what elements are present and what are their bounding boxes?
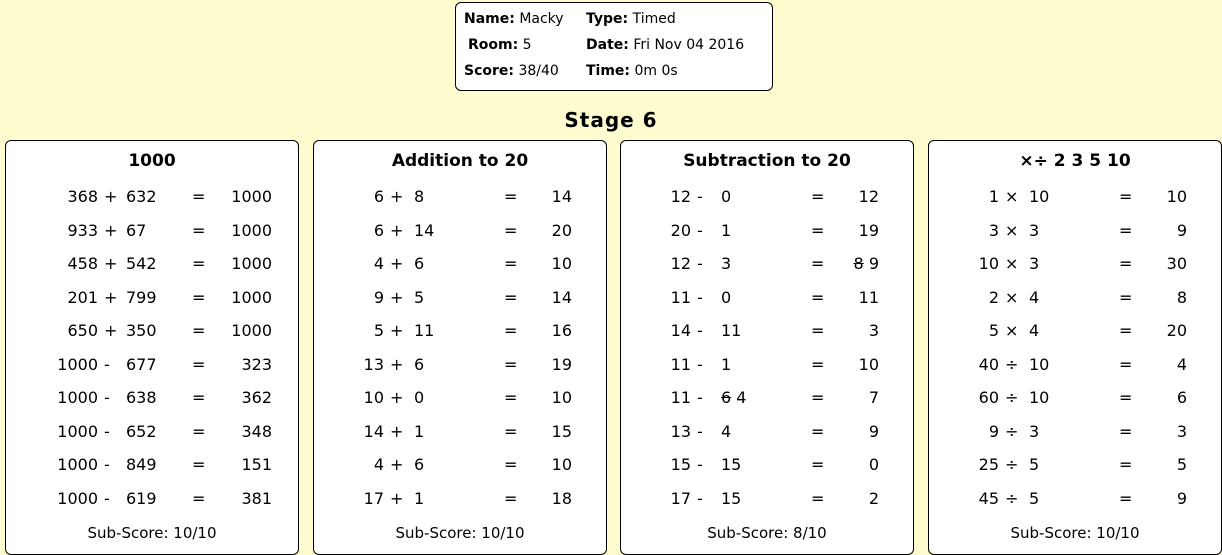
equals-sign: = (1119, 187, 1133, 206)
equals-sign: = (504, 455, 518, 474)
equation-row (929, 422, 1221, 450)
operand-a: 13 (363, 354, 384, 374)
equation-row (6, 187, 298, 215)
panel-title: ×÷ 2 3 5 10 (1019, 151, 1131, 171)
operand-b: 5 (1029, 488, 1040, 508)
equals-sign: = (192, 421, 206, 441)
operator: ÷ (1005, 354, 1019, 374)
equation-row (6, 388, 298, 416)
equation-row (621, 422, 913, 450)
operand-a: 5 (988, 321, 999, 340)
equation-row (929, 254, 1221, 282)
operator: + (390, 321, 404, 340)
operand-b: 849 (126, 455, 157, 474)
time-value: 0m 0s (634, 63, 678, 79)
operator: + (104, 321, 118, 340)
equals-sign: = (1119, 287, 1133, 307)
operand-a: 60 (978, 388, 999, 407)
equation-row (929, 321, 1221, 349)
score-value: 38/40 (518, 63, 559, 79)
time-field (586, 63, 678, 79)
operand-a: 368 (67, 187, 98, 206)
operand-a: 1000 (57, 421, 98, 441)
equals-sign: = (1119, 220, 1133, 240)
equation-row (314, 455, 606, 483)
equals-sign: = (1119, 354, 1133, 374)
operand-a: 4 (373, 455, 384, 474)
answer: 348 (241, 421, 272, 441)
struck-answer: 8 (853, 254, 864, 273)
operand-a: 20 (670, 220, 691, 240)
operator: + (390, 388, 404, 407)
answer: 10 (1166, 187, 1187, 206)
date-label: Date: (586, 37, 629, 53)
equation-row (621, 455, 913, 483)
operand-b: 4 (721, 421, 732, 441)
operator: - (697, 187, 703, 206)
equals-sign: = (192, 287, 206, 307)
equals-sign: = (811, 187, 825, 206)
equation-row (6, 355, 298, 383)
operator: - (104, 354, 110, 374)
operand-a: 14 (363, 421, 384, 441)
operand-b: 799 (126, 287, 157, 307)
answer: 1000 (231, 254, 272, 273)
operand-a: 17 (363, 488, 384, 508)
date-field (586, 37, 744, 53)
operator: - (697, 488, 703, 508)
equals-sign: = (811, 488, 825, 508)
operator: × (1005, 254, 1019, 273)
answer: 15 (551, 421, 572, 441)
equation-row (929, 489, 1221, 517)
operand-b: 0 (721, 187, 732, 206)
equals-sign: = (1119, 455, 1133, 474)
type-value: Timed (632, 11, 676, 27)
operand-a: 1 (988, 187, 999, 206)
answer: 1000 (231, 321, 272, 340)
equals-sign: = (1119, 388, 1133, 407)
operand-a: 5 (373, 321, 384, 340)
equals-sign: = (504, 488, 518, 508)
operator: ÷ (1005, 388, 1019, 407)
answer: 6 (1176, 388, 1187, 407)
room-field (468, 37, 532, 53)
answer: 0 (868, 455, 879, 474)
operator: × (1005, 220, 1019, 240)
operand-b: 542 (126, 254, 157, 273)
operand-a: 12 (670, 187, 691, 206)
operand-b: 10 (1029, 187, 1050, 206)
name-value: Macky (519, 11, 564, 27)
type-label: Type: (586, 11, 629, 27)
operator: + (104, 220, 118, 240)
operator: - (697, 220, 703, 240)
answer: 16 (551, 321, 572, 340)
equals-sign: = (504, 421, 518, 441)
operand-a: 11 (670, 287, 691, 307)
answer: 14 (551, 187, 572, 206)
equation-row (314, 221, 606, 249)
equation-row (621, 489, 913, 517)
struck-operand-b: 6 (721, 388, 732, 407)
answer: 8 (1176, 287, 1187, 307)
panel-3 (620, 140, 914, 555)
answer: 362 (241, 388, 272, 407)
operator: × (1005, 321, 1019, 340)
operator: - (104, 488, 110, 508)
operand-b: 6 (414, 455, 425, 474)
answer: 9 (868, 421, 879, 441)
sub-score: Sub-Score: 8/10 (707, 524, 827, 542)
operand-a: 650 (67, 321, 98, 340)
equation-row (621, 355, 913, 383)
operator: × (1005, 287, 1019, 307)
operator: × (1005, 187, 1019, 206)
equation-row (6, 321, 298, 349)
operand-a: 40 (978, 354, 999, 374)
operator: - (697, 421, 703, 441)
equals-sign: = (504, 187, 518, 206)
operand-a: 25 (978, 455, 999, 474)
answer: 10 (551, 254, 572, 273)
operand-a: 4 (373, 254, 384, 273)
equals-sign: = (504, 254, 518, 273)
equation-row (6, 455, 298, 483)
operand-b: 15 (721, 455, 742, 474)
equation-row (314, 489, 606, 517)
equals-sign: = (811, 388, 825, 407)
operand-b: 677 (126, 354, 157, 374)
equation-row (621, 388, 913, 416)
operand-a: 17 (670, 488, 691, 508)
equals-sign: = (192, 354, 206, 374)
operator: - (697, 287, 703, 307)
answer: 10 (551, 455, 572, 474)
answer: 151 (241, 455, 272, 474)
operand-b: 3 (1029, 220, 1040, 240)
equation-row (929, 455, 1221, 483)
equals-sign: = (1119, 321, 1133, 340)
room-label: Room: (468, 37, 519, 53)
operator: - (697, 455, 703, 474)
equation-row (314, 388, 606, 416)
equals-sign: = (504, 321, 518, 340)
equation-row (6, 221, 298, 249)
answer: 1000 (231, 287, 272, 307)
equation-row (621, 321, 913, 349)
equals-sign: = (811, 287, 825, 307)
operand-b: 652 (126, 421, 157, 441)
operand-b: 11 (414, 321, 435, 340)
operand-a: 13 (670, 421, 691, 441)
operand-b: 4 (1029, 321, 1040, 340)
equation-row (621, 221, 913, 249)
stage-title: Stage 6 (564, 108, 658, 132)
operand-b: 1 (721, 354, 732, 374)
equals-sign: = (811, 455, 825, 474)
operand-a: 933 (67, 220, 98, 240)
equation-row (314, 187, 606, 215)
info-box (455, 2, 773, 91)
answer: 30 (1166, 254, 1187, 273)
equation-row (314, 355, 606, 383)
panel-1 (5, 140, 299, 555)
answer: 3 (868, 321, 879, 340)
answer: 4 (1176, 354, 1187, 374)
operand-a: 15 (670, 455, 691, 474)
operand-b: 5 (1029, 455, 1040, 474)
operand-a: 1000 (57, 488, 98, 508)
equals-sign: = (192, 321, 206, 340)
answer: 11 (858, 287, 879, 307)
panel-4 (928, 140, 1222, 555)
name-label: Name: (464, 11, 515, 27)
date-value: Fri Nov 04 2016 (633, 37, 745, 53)
answer: 19 (858, 220, 879, 240)
equals-sign: = (1119, 488, 1133, 508)
operator: + (390, 187, 404, 206)
answer: 381 (241, 488, 272, 508)
equation-row (314, 422, 606, 450)
info-row-name (456, 11, 772, 31)
operand-a: 201 (67, 287, 98, 307)
operand-a: 3 (988, 220, 999, 240)
answer: 18 (551, 488, 572, 508)
operator: - (104, 455, 110, 474)
name-field (464, 11, 564, 27)
operand-a: 14 (670, 321, 691, 340)
sub-score: Sub-Score: 10/10 (1010, 524, 1140, 542)
equation-row (314, 288, 606, 316)
operand-b: 5 (414, 287, 425, 307)
equation-row (621, 288, 913, 316)
operand-a: 1000 (57, 354, 98, 374)
operand-b: 4 (1029, 287, 1040, 307)
operator: - (104, 388, 110, 407)
equation-row (929, 221, 1221, 249)
operand-a: 12 (670, 254, 691, 273)
operand-b: 1 (414, 488, 425, 508)
corrected-operand-b: 4 (736, 388, 747, 407)
operator: + (390, 421, 404, 441)
operand-a: 45 (978, 488, 999, 508)
answer: 9 (1176, 488, 1187, 508)
operator: - (697, 354, 703, 374)
equation-row (6, 254, 298, 282)
answer: 7 (868, 388, 879, 407)
operator: ÷ (1005, 488, 1019, 508)
operand-b (721, 388, 746, 407)
operand-a: 11 (670, 354, 691, 374)
answer: 1000 (231, 220, 272, 240)
equals-sign: = (504, 287, 518, 307)
operand-a: 9 (373, 287, 384, 307)
operator: - (697, 321, 703, 340)
operator: - (697, 254, 703, 273)
answer: 323 (241, 354, 272, 374)
equation-row (929, 355, 1221, 383)
answer: 10 (858, 354, 879, 374)
operand-a: 11 (670, 388, 691, 407)
answer: 20 (1166, 321, 1187, 340)
operand-a: 458 (67, 254, 98, 273)
operand-a: 6 (373, 220, 384, 240)
equals-sign: = (1119, 421, 1133, 441)
score-field (464, 63, 559, 79)
operator: + (390, 287, 404, 307)
equation-row (929, 388, 1221, 416)
operand-b: 638 (126, 388, 157, 407)
equation-row (314, 321, 606, 349)
operand-b: 619 (126, 488, 157, 508)
equals-sign: = (811, 321, 825, 340)
panel-title: Addition to 20 (391, 151, 529, 171)
answer: 3 (1176, 421, 1187, 441)
operand-b: 632 (126, 187, 157, 206)
equals-sign: = (811, 354, 825, 374)
operand-b: 0 (414, 388, 425, 407)
operator: - (104, 421, 110, 441)
operand-b: 67 (126, 220, 147, 240)
operand-b: 0 (721, 287, 732, 307)
corrected-answer: 9 (868, 254, 879, 273)
sub-score: Sub-Score: 10/10 (395, 524, 525, 542)
operator: + (390, 488, 404, 508)
answer: 9 (1176, 220, 1187, 240)
operator: + (390, 220, 404, 240)
operand-b: 11 (721, 321, 742, 340)
equals-sign: = (811, 220, 825, 240)
operand-b: 3 (721, 254, 732, 273)
room-value: 5 (522, 37, 532, 53)
operand-a: 1000 (57, 455, 98, 474)
answer: 19 (551, 354, 572, 374)
operand-b: 15 (721, 488, 742, 508)
answer: 2 (868, 488, 879, 508)
operator: + (390, 455, 404, 474)
answer: 14 (551, 287, 572, 307)
panel-title: 1000 (128, 151, 176, 171)
answer (839, 254, 879, 273)
operator: + (104, 254, 118, 273)
sub-score: Sub-Score: 10/10 (87, 524, 217, 542)
answer: 10 (551, 388, 572, 407)
equation-row (314, 254, 606, 282)
operand-b: 6 (414, 254, 425, 273)
equals-sign: = (504, 388, 518, 407)
panel-2 (313, 140, 607, 555)
equals-sign: = (192, 488, 206, 508)
equals-sign: = (504, 220, 518, 240)
operand-b: 350 (126, 321, 157, 340)
equals-sign: = (504, 354, 518, 374)
answer: 5 (1176, 455, 1187, 474)
operand-b: 1 (721, 220, 732, 240)
equation-row (6, 489, 298, 517)
operand-a: 10 (978, 254, 999, 273)
equation-row (6, 288, 298, 316)
operand-b: 1 (414, 421, 425, 441)
equals-sign: = (192, 455, 206, 474)
operand-b: 14 (414, 220, 435, 240)
equals-sign: = (192, 388, 206, 407)
answer: 1000 (231, 187, 272, 206)
equation-row (621, 254, 913, 282)
operand-b: 10 (1029, 388, 1050, 407)
equals-sign: = (192, 220, 206, 240)
answer: 20 (551, 220, 572, 240)
score-label: Score: (464, 63, 514, 79)
equals-sign: = (192, 254, 206, 273)
equals-sign: = (811, 254, 825, 273)
equation-row (6, 422, 298, 450)
operand-a: 2 (988, 287, 999, 307)
equals-sign: = (811, 421, 825, 441)
operand-a: 1000 (57, 388, 98, 407)
time-label: Time: (586, 63, 631, 79)
info-row-room (456, 37, 772, 57)
operator: + (104, 187, 118, 206)
info-row-score (456, 63, 772, 83)
panel-title: Subtraction to 20 (683, 151, 851, 171)
operand-a: 10 (363, 388, 384, 407)
equation-row (621, 187, 913, 215)
operator: - (697, 388, 703, 407)
type-field (586, 11, 676, 27)
operand-b: 8 (414, 187, 425, 206)
operand-b: 3 (1029, 254, 1040, 273)
equation-row (929, 288, 1221, 316)
operand-a: 9 (988, 421, 999, 441)
answer: 12 (858, 187, 879, 206)
operand-b: 10 (1029, 354, 1050, 374)
operand-b: 3 (1029, 421, 1040, 441)
equals-sign: = (192, 187, 206, 206)
operator: ÷ (1005, 421, 1019, 441)
equation-row (929, 187, 1221, 215)
operator: + (104, 287, 118, 307)
operator: ÷ (1005, 455, 1019, 474)
operator: + (390, 354, 404, 374)
operand-b: 6 (414, 354, 425, 374)
equals-sign: = (1119, 254, 1133, 273)
operand-a: 6 (373, 187, 384, 206)
operator: + (390, 254, 404, 273)
